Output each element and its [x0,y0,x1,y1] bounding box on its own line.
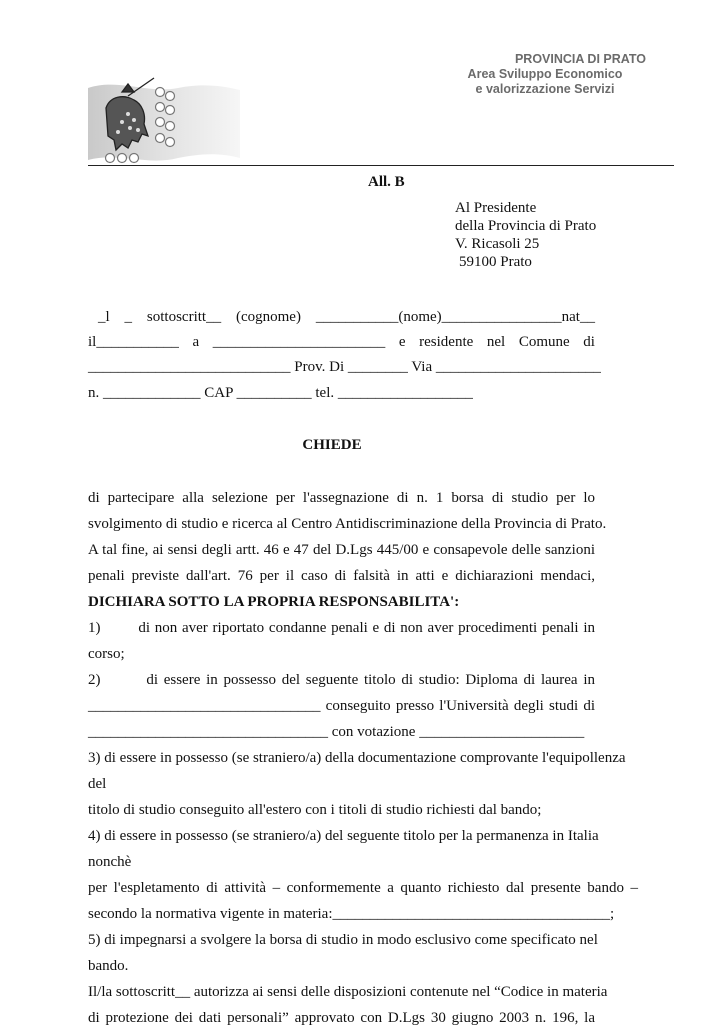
body-text [88,485,638,1031]
form-field: di [583,334,595,350]
body-line: _______________________________ conseguito presso l'Università degli studi di [88,698,595,714]
body-line: 2) di essere in possesso del seguente titolo di studio: Diploma di laurea in [88,672,595,688]
annex-label: All. B [368,174,405,190]
body-line: 5) di impegnarsi a svolgere la borsa di studio in modo esclusivo come specificato nel bando. [88,932,598,974]
form-line-3: ___________________________ Prov. Di ________ Via ______________________ [88,359,601,375]
form-line-1 [88,309,595,326]
recipient-line: della Provincia di Prato [455,218,597,234]
form-field: (cognome) [235,309,301,325]
header-org-block [440,52,650,97]
body-line: Il/la sottoscritt__ autorizza ai sensi delle disposizioni contenute nel “Codice in materia [88,984,608,1000]
dept-line-2: e valorizzazione Servizi [475,82,615,96]
form-field: e [398,334,406,350]
form-field: sottoscritt__ [146,309,222,325]
form-field: nel [486,334,506,350]
body-line: 4) di essere in possesso (se straniero/a) del seguente titolo per la permanenza in Italia nonchè [88,828,599,870]
form-line-4: n. _____________ CAP __________ tel. __________________ [88,385,473,401]
recipient-line: V. Ricasoli 25 [455,236,540,252]
body-line: titolo di studio conseguito all'estero con i titoli di studio richiesti dal bando; [88,802,542,818]
body-line: 1) di non aver riportato condanne penali e di non aver procedimenti penali in [88,620,595,636]
form-field: _______________________ [212,334,386,350]
body-line: 3) di essere in possesso (se straniero/a) della documentazione comprovante l'equipollenza del [88,750,626,792]
body-line: secondo la normativa vigente in materia:_____________________________________; [88,906,615,922]
org-name: PROVINCIA DI PRATO [514,52,646,66]
dept-line-1: Area Sviluppo Economico [467,67,623,81]
province-logo [88,74,248,166]
recipient-line: 59100 Prato [459,254,532,270]
form-field: _l [98,309,110,325]
section-title: CHIEDE [302,437,362,453]
form-field: Comune [518,334,570,350]
header-rule [88,165,674,166]
body-line: penali previste dall'art. 76 per il caso di falsità in atti e dichiarazioni mendaci, [88,568,595,584]
body-line-declaration: DICHIARA SOTTO LA PROPRIA RESPONSABILITA': [88,594,460,610]
body-line: di partecipare alla selezione per l'assegnazione di n. 1 borsa di studio per lo [88,490,595,506]
form-field: ___________(nome)________________nat__ [315,309,595,325]
body-line: A tal fine, ai sensi degli artt. 46 e 47 del D.Lgs 445/00 e consapevole delle sanzioni [88,542,595,558]
body-line: corso; [88,646,125,662]
body-line: di protezione dei dati personali” approvato con D.Lgs 30 giugno 2003 n. 196, la [88,1010,595,1026]
body-line: svolgimento di studio e ricerca al Centro Antidiscriminazione della Provincia di Prato. [88,516,607,532]
form-field: il___________ [88,334,179,350]
form-line-2 [88,334,595,351]
recipient-address [455,199,596,271]
body-line: per l'espletamento di attività – conformemente a quanto richiesto dal presente bando – [88,880,638,896]
form-field: _ [124,309,133,325]
form-field: a [192,334,200,350]
form-field: residente [419,334,474,350]
body-line: ________________________________ con votazione ______________________ [88,724,585,740]
recipient-line: Al Presidente [455,200,537,216]
